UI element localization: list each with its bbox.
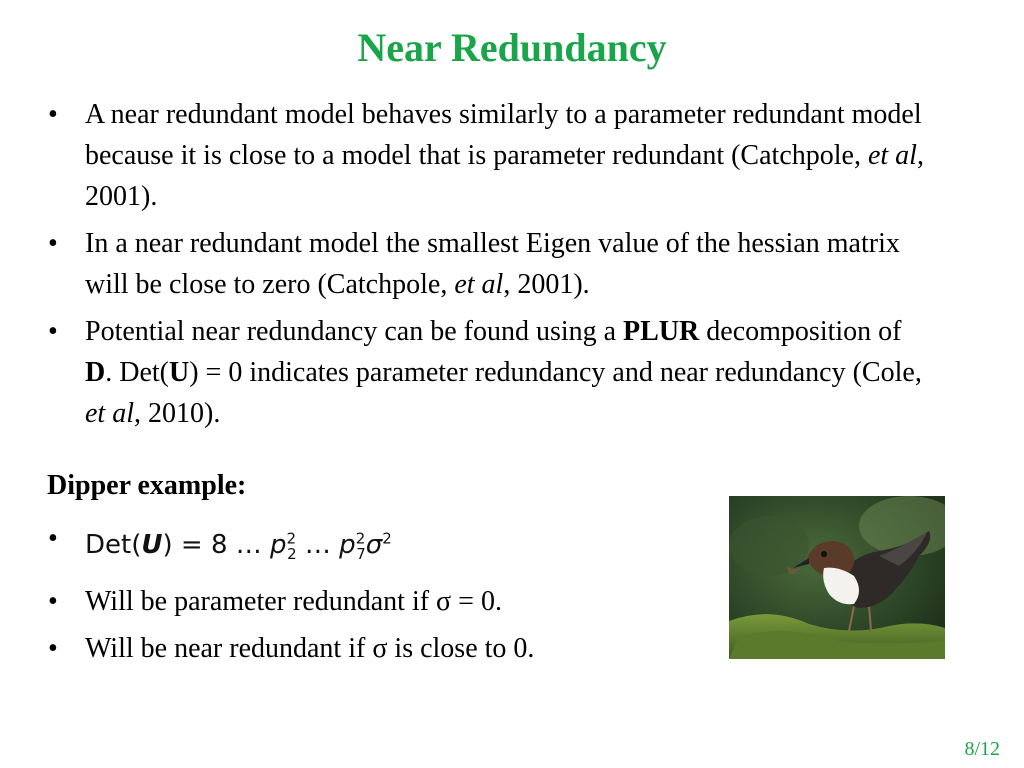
dipper-bullet-3-text: Will be near redundant if σ is close to 0. <box>85 632 535 664</box>
slide-title: Near Redundancy <box>357 25 667 70</box>
dipper-bullet-formula <box>45 518 705 575</box>
bullet-1-tail: , 2001). <box>85 140 924 212</box>
bullet-1-text: A near redundant model behaves similarly to a parameter redundant model because it is close to a model that is parameter redundant (Catchpole, <box>85 99 922 171</box>
bullet-3-italic: et al <box>85 398 134 429</box>
bullet-item-2 <box>45 223 925 305</box>
bullet-dot: • <box>48 99 58 130</box>
bullet-dot: • <box>48 632 58 664</box>
bullet-dot: • <box>48 316 58 347</box>
bullet-list <box>45 94 925 440</box>
bullet-dot: • <box>48 228 58 259</box>
bullet-item-3 <box>45 311 925 434</box>
dipper-heading: Dipper example: <box>47 470 247 501</box>
bullet-dot: • <box>48 585 58 617</box>
dipper-bullet-2-text: Will be parameter redundant if σ = 0. <box>85 585 502 617</box>
bullet-3-tail: , 2010). <box>134 398 221 429</box>
bullet-3-bold-d: D <box>85 357 106 388</box>
bullet-item-1 <box>45 94 925 217</box>
bullet-3-text-c: . Det( <box>105 357 169 388</box>
bullet-3-bold-u: U <box>169 357 190 388</box>
bullet-3-text-d: ) = 0 indicates parameter redundancy and near redundancy (Cole, <box>189 357 922 388</box>
page-number: 8/12 <box>964 738 1000 760</box>
bullet-3-bold-plur: PLUR <box>623 316 700 347</box>
bullet-2-italic: et al <box>454 269 504 300</box>
det-formula: Det(U) = 8 … $p^2_2$ … $p^2_7\sigma^2$ <box>85 529 392 563</box>
bullet-dot: • <box>48 523 58 554</box>
bullet-2-text: In a near redundant model the smallest Eigen value of the hessian matrix will be close to zero (Catchpole, <box>85 228 900 300</box>
bullet-3-text: Potential near redundancy can be found using a <box>85 316 624 347</box>
dipper-bird-illustration <box>729 496 945 659</box>
dipper-bird-photo <box>729 496 945 659</box>
bullet-1-italic: et al <box>867 140 917 171</box>
dipper-bullet-2 <box>45 581 705 622</box>
dipper-bullet-list <box>45 518 705 675</box>
dipper-bullet-3 <box>45 628 705 669</box>
bullet-2-tail: , 2001). <box>503 269 590 300</box>
bullet-3-text-b: decomposition of <box>699 316 902 347</box>
